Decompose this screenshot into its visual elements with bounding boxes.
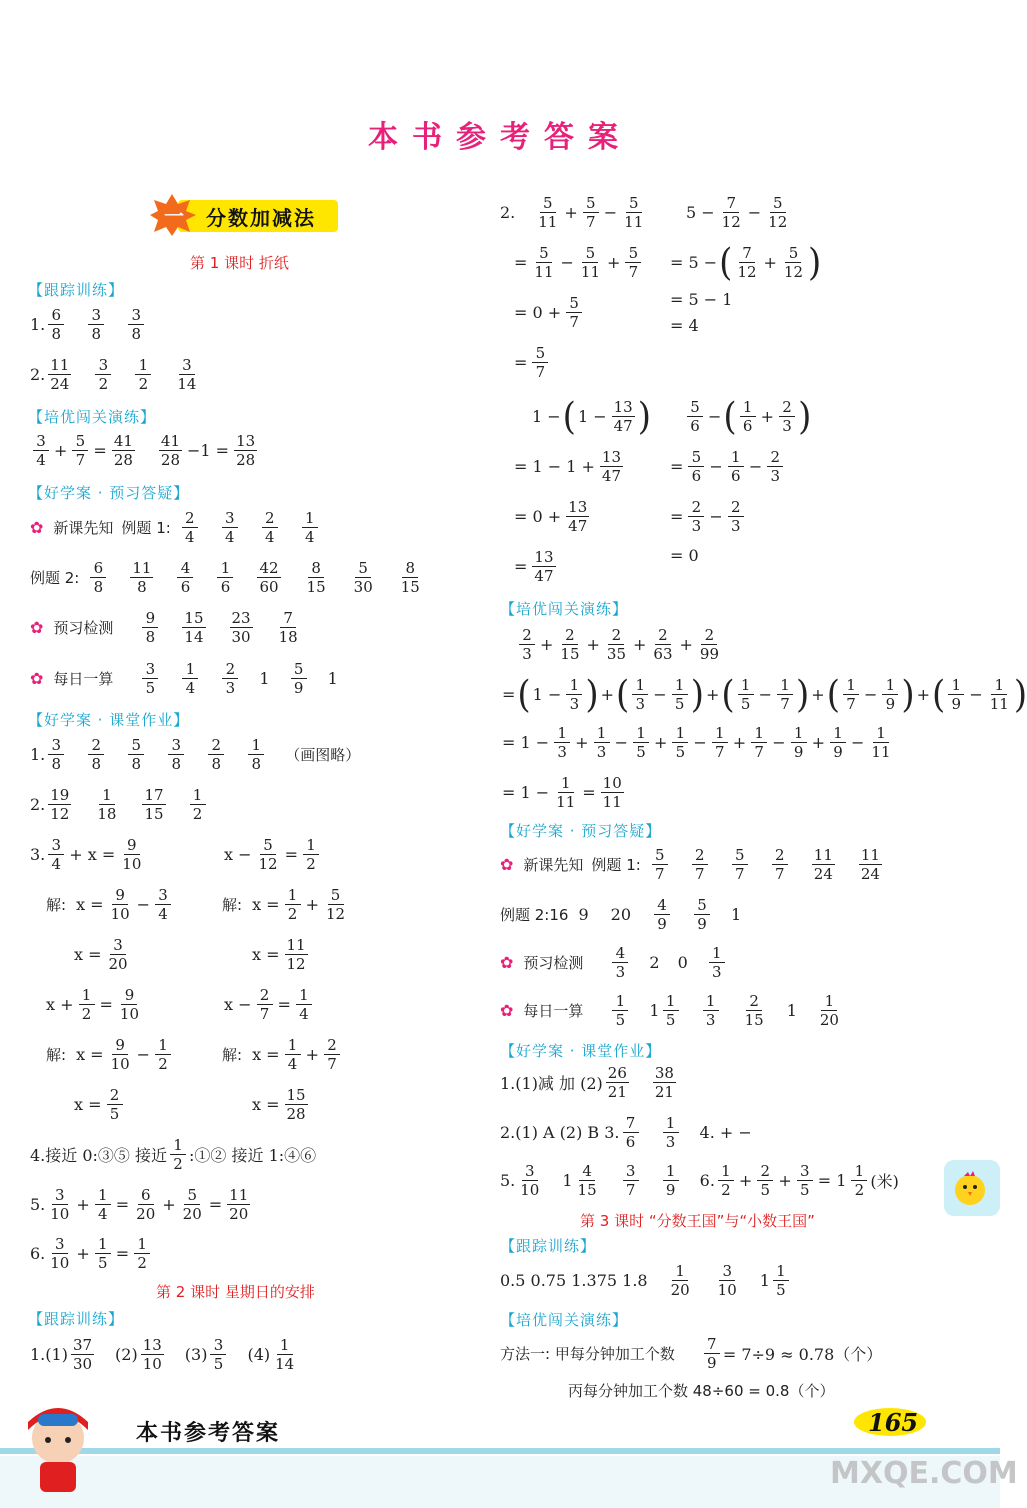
flower-icon: ✿: [500, 953, 514, 972]
footer-title: 本书参考答案: [136, 1421, 281, 1446]
answer-row: 2. $\frac{19}{12}$ $\frac{1}{18}$ $\frac{17}{15}$ $\frac{1}{2}$: [30, 786, 209, 823]
answer-row: 解: x = $\frac{1}{2}$ + $\frac{5}{12}$: [222, 886, 346, 923]
section-track: 【跟踪训练】: [500, 1237, 597, 1255]
answer-row: 0.5 0.75 1.375 1.8 $\frac{1}{20}$ $\frac{3}{10}$ 1 $\frac{1}{5}$: [500, 1262, 792, 1299]
answer-row: 解: x = $\frac{1}{4}$ + $\frac{2}{7}$: [222, 1036, 343, 1073]
answer-row: = $\frac{2}{3}$ − $\frac{2}{3}$: [668, 498, 747, 535]
chick-icon: [944, 1160, 1000, 1216]
answer-row: ✿ 新课先知 例题 1: $\frac{2}{4}$ $\frac{3}{4}$ $\frac{2}{4}$ $\frac{1}{4}$: [30, 509, 321, 546]
answer-row: = 5 − ( $\frac{7}{12}$ + $\frac{5}{12}$ ): [670, 240, 822, 285]
answer-row: = 0 + $\frac{5}{7}$: [512, 294, 585, 331]
answer-row: 解: x = $\frac{9}{10}$ − $\frac{3}{4}$: [46, 886, 174, 923]
answer-row: 5 − $\frac{7}{12}$ − $\frac{5}{12}$: [686, 194, 788, 231]
answer-row: ✿ 每日一算 $\frac{3}{5}$ $\frac{1}{4}$ $\frac{2}{3}$ 1 $\frac{5}{9}$ 1: [30, 660, 338, 697]
section-advanced: 【培优闯关演练】: [28, 408, 157, 426]
answer-row: = $\frac{5}{7}$: [512, 344, 551, 381]
answer-row: 解: x = $\frac{9}{10}$ − $\frac{1}{2}$: [46, 1036, 174, 1073]
answer-row: x = $\frac{15}{28}$: [252, 1086, 306, 1123]
answer-row: 1.(1) $\frac{37}{30}$ (2) $\frac{13}{10}$ (3) $\frac{3}{5}$ (4) $\frac{1}{14}$: [30, 1336, 295, 1373]
section-classwork: 【好学案 · 课堂作业】: [28, 711, 190, 729]
page-title: 本书参考答案: [368, 120, 632, 155]
answer-row: x = $\frac{11}{12}$: [252, 936, 306, 973]
answer-row: 1.(1)减 加 (2) $\frac{26}{21}$ $\frac{38}{21}$: [500, 1064, 674, 1101]
flower-icon: ✿: [500, 855, 514, 874]
lesson-2-title: 第 2 课时 星期日的安排: [156, 1283, 315, 1301]
answer-row: ✿ 每日一算 $\frac{1}{5}$ 1 $\frac{1}{5}$ $\frac{1}{3}$ $\frac{2}{15}$ 1 $\frac{1}{20}$: [500, 992, 839, 1029]
section-classwork: 【好学案 · 课堂作业】: [500, 1042, 662, 1060]
unit-title: 分数加减法: [206, 206, 316, 230]
answer-row: 6. $\frac{3}{10}$ + $\frac{1}{5}$ = $\frac{1}{2}$: [30, 1235, 153, 1272]
answer-row: x = $\frac{2}{5}$: [72, 1086, 126, 1123]
answer-row: 1. $\frac{6}{8}$ $\frac{3}{8}$ $\frac{3}{8}$: [30, 306, 147, 343]
answer-row: 2. $\frac{11}{24}$ $\frac{3}{2}$ $\frac{1}{2}$ $\frac{3}{14}$: [30, 356, 197, 393]
page-number: 165: [868, 1408, 919, 1437]
answer-row: = 1 − $\frac{1}{11}$ = $\frac{10}{11}$: [502, 774, 622, 811]
flower-icon: ✿: [30, 518, 44, 537]
section-advanced: 【培优闯关演练】: [500, 1311, 629, 1329]
answer-row: 方法一: 甲每分钟加工个数 $\frac{7}{9}$ = 7÷9 ≈ 0.78（个）: [500, 1335, 883, 1372]
answer-row: = $\frac{13}{47}$: [514, 548, 554, 585]
answer-row: 2.(1) A (2) B 3. $\frac{7}{6}$ $\frac{1}{3}$ 4. + −: [500, 1114, 752, 1151]
answer-row: = 4: [670, 316, 699, 335]
section-preview: 【好学案 · 预习答疑】: [500, 822, 662, 840]
flower-icon: ✿: [30, 618, 44, 637]
answer-row: 2. $\frac{5}{11}$ + $\frac{5}{7}$ − $\frac{5}{11}$: [500, 194, 644, 231]
answer-row: = 5 − 1: [670, 290, 733, 309]
answer-row: 例题 2:16 9 20 $\frac{4}{9}$ $\frac{5}{9}$ 1: [500, 896, 742, 933]
answer-row: 例题 2: $\frac{6}{8}$ $\frac{11}{8}$ $\frac{4}{6}$ $\frac{1}{6}$ $\frac{42}{60}$ $\frac{8}{15}$ $\frac{5}{30}$ $\frac{8}{15}$: [30, 559, 420, 596]
answer-row: 5. $\frac{3}{10}$ 1 $\frac{4}{15}$ $\frac{3}{7}$ $\frac{1}{9}$ 6. $\frac{1}{2}$ + $\frac{2}{5}$ + $\frac{3}{5}$ = 1 $\frac{1}{2}$ (米): [500, 1162, 899, 1199]
answer-row: x = $\frac{3}{20}$: [74, 936, 128, 973]
answer-row: = $\frac{5}{11}$ − $\frac{5}{11}$ + $\frac{5}{7}$: [512, 244, 644, 281]
answer-row: x + $\frac{1}{2}$ = $\frac{9}{10}$: [46, 986, 140, 1023]
answer-row: = 1 − 1 + $\frac{13}{47}$: [514, 448, 622, 485]
answer-row: $\frac{5}{6}$ − ( $\frac{1}{6}$ + $\frac{2}{3}$ ): [684, 398, 811, 435]
answer-row: 4.接近 0:③⑤ 接近 $\frac{1}{2}$ :①② 接近 1:④⑥: [30, 1136, 317, 1173]
answer-row: x − $\frac{2}{7}$ = $\frac{1}{4}$: [222, 986, 315, 1023]
answer-row: x − $\frac{5}{12}$ = $\frac{1}{2}$: [222, 836, 322, 873]
flower-icon: ✿: [30, 669, 44, 688]
answer-row: = ( 1 − $\frac{1}{3}$ ) + ( $\frac{1}{3}$ − $\frac{1}{5}$ ) + ( $\frac{1}{5}$ − $\frac{1}{7}$ ) + ( $\frac{1}{7}$ − $\frac{1}{9}$ ) + ( $\frac{1}{9}$ − $\frac{1}{11}$ ): [502, 672, 1027, 717]
answer-row: 3. $\frac{3}{4}$ + x = $\frac{9}{10}$: [30, 836, 142, 873]
watermark: MXQE.COM: [830, 1456, 1018, 1491]
lesson-1-title: 第 1 课时 折纸: [190, 254, 289, 272]
page-footer: [0, 1400, 1018, 1508]
answer-row: 1. $\frac{3}{8}$ $\frac{2}{8}$ $\frac{5}{8}$ $\frac{3}{8}$ $\frac{2}{8}$ $\frac{1}{8}$ （画图略）: [30, 736, 361, 773]
answer-row: ✿ 预习检测 $\frac{4}{3}$ 2 0 $\frac{1}{3}$: [500, 944, 728, 981]
lesson-3-title: 第 3 课时 “分数王国”与“小数王国”: [580, 1212, 815, 1230]
flower-icon: ✿: [500, 1001, 514, 1020]
answer-row: $\frac{2}{3}$ + $\frac{2}{15}$ + $\frac{2}{35}$ + $\frac{2}{63}$ + $\frac{2}{99}$: [516, 626, 724, 663]
section-preview: 【好学案 · 预习答疑】: [28, 484, 190, 502]
unit-banner: [150, 194, 340, 236]
unit-label: 一: [164, 204, 184, 228]
section-advanced: 【培优闯关演练】: [500, 600, 629, 618]
answer-row: = 0 + $\frac{13}{47}$: [514, 498, 588, 535]
answer-row: = $\frac{5}{6}$ − $\frac{1}{6}$ − $\frac{2}{3}$: [668, 448, 786, 485]
answer-row: = 1 − $\frac{1}{3}$ + $\frac{1}{3}$ − $\frac{1}{5}$ + $\frac{1}{5}$ − $\frac{1}{7}$ + $\frac{1}{7}$ − $\frac{1}{9}$ + $\frac{1}{9}$ − $\frac{1}{11}$: [502, 724, 891, 761]
answer-row: 1 − ( 1 − $\frac{13}{47}$ ): [532, 394, 651, 439]
answer-row: ✿ 预习检测 $\frac{9}{8}$ $\frac{15}{14}$ $\frac{23}{30}$ $\frac{7}{18}$: [30, 609, 298, 646]
answer-row: 5. $\frac{3}{10}$ + $\frac{1}{4}$ = $\frac{6}{20}$ + $\frac{5}{20}$ = $\frac{11}{20}$: [30, 1186, 249, 1223]
answer-row: 丙每分钟加工个数 48÷60 = 0.8（个）: [568, 1382, 835, 1400]
section-track: 【跟踪训练】: [28, 1310, 125, 1328]
mascot-icon: [8, 1400, 108, 1500]
answer-row: = 0: [670, 546, 699, 565]
answer-row: $\frac{3}{4}$ + $\frac{5}{7}$ = $\frac{41}{28}$ $\frac{41}{28}$ −1 = $\frac{13}{28}$: [30, 432, 260, 469]
section-track: 【跟踪训练】: [28, 281, 125, 299]
answer-row: ✿ 新课先知 例题 1: $\frac{5}{7}$ $\frac{2}{7}$ $\frac{5}{7}$ $\frac{2}{7}$ $\frac{11}{24}$ $\frac{11}{24}$: [500, 846, 880, 883]
